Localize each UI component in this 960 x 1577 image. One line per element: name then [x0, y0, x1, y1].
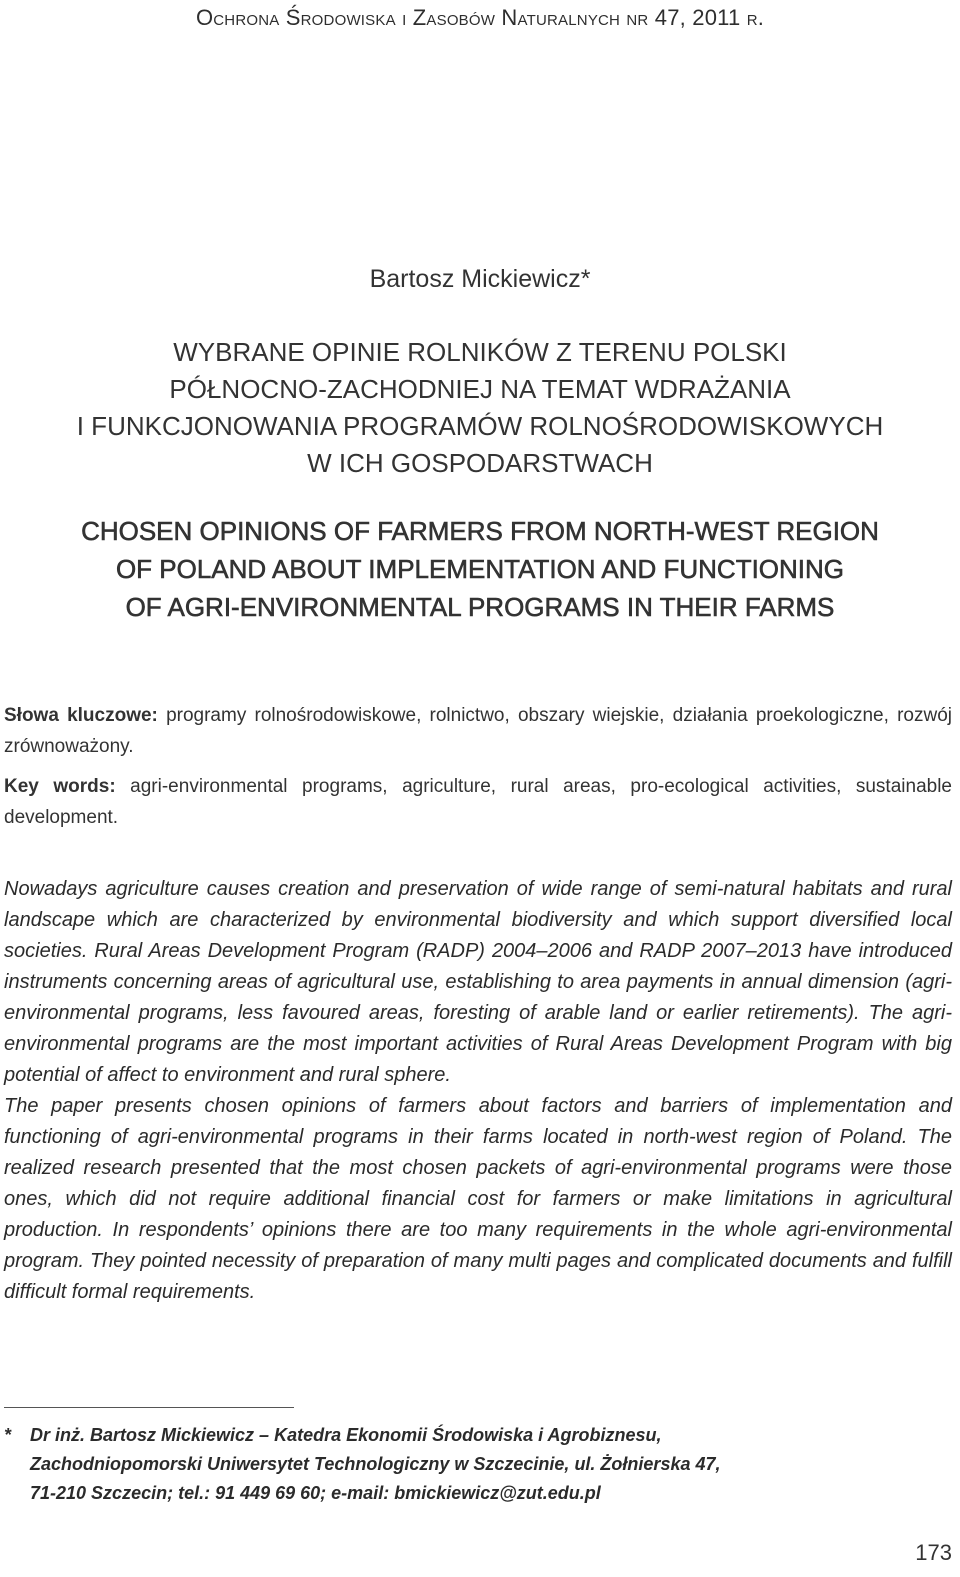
footnote-divider	[4, 1407, 294, 1408]
keywords-polish	[4, 700, 952, 762]
footnote-line: Zachodniopomorski Uniwersytet Technologiczny w Szczecinie, ul. Żołnierska 47,	[30, 1454, 721, 1474]
running-head: Ochrona Środowiska i Zasobów Naturalnych nr 47, 2011 r.	[195, 5, 765, 30]
page-number: 173	[915, 1540, 952, 1565]
keywords-english-label: Key words:	[4, 776, 116, 797]
abstract	[4, 874, 952, 1308]
title-polish-line: PÓŁNOCNO-ZACHODNIEJ NA TEMAT WDRAŻANIA	[169, 374, 791, 404]
author-footnote	[4, 1421, 944, 1508]
footnote-body	[30, 1421, 944, 1508]
abstract-paragraph: Nowadays agriculture causes creation and preservation of wide range of semi-natural habitats and rural landscape which are characterized by environmental biodiversity and which support diversified local societies. Rural Areas Development Program (RADP) 2004–2006 and RADP 2007–2013 have introduced instruments concerning areas of agricultural use, establishing to area payments in annual dimension (agri-environmental programs, less favoured areas, foresting of arable land or earlier retirements). The agri-environmental programs are the most important activities of Rural Areas Development Program with big potential of affect to environment and rural sphere.	[4, 878, 952, 1086]
keywords-polish-text: programy rolnośrodowiskowe, rolnictwo, obszary wiejskie, działania proekologiczne, rozwój zrównoważony.	[4, 705, 952, 757]
abstract-paragraph: The paper presents chosen opinions of farmers about factors and barriers of implementation and functioning of agri-environmental programs in their farms located in north-west region of Poland. The realized research presented that the most chosen packets of agri-environmental programs were those ones, which did not require additional financial cost for farmers or make limitations in agricultural production. In respondents’ opinions there are too many requirements in the whole agri-environmental program. They pointed necessity of preparation of many multi pages and complicated documents and fulfill difficult formal requirements.	[4, 1095, 952, 1303]
keywords-english	[4, 771, 952, 833]
title-polish	[0, 334, 960, 482]
title-english	[0, 512, 960, 626]
title-polish-line: W ICH GOSPODARSTWACH	[307, 448, 653, 478]
title-english-line: OF AGRI-ENVIRONMENTAL PROGRAMS IN THEIR FARMS	[125, 592, 835, 622]
title-english-line: OF POLAND ABOUT IMPLEMENTATION AND FUNCTIONING	[115, 554, 845, 584]
footnote-line: Dr inż. Bartosz Mickiewicz – Katedra Ekonomii Środowiska i Agrobiznesu,	[30, 1425, 662, 1445]
footnote-mark: *	[4, 1425, 12, 1445]
title-polish-line: WYBRANE OPINIE ROLNIKÓW Z TERENU POLSKI	[173, 337, 787, 367]
author-name: Bartosz Mickiewicz*	[369, 265, 591, 293]
footnote-line: 71-210 Szczecin; tel.: 91 449 69 60; e-mail: bmickiewicz@zut.edu.pl	[30, 1483, 601, 1503]
title-polish-line: I FUNKCJONOWANIA PROGRAMÓW ROLNOŚRODOWISKOWYCH	[76, 411, 884, 441]
title-english-line: CHOSEN OPINIONS OF FARMERS FROM NORTH-WEST REGION	[81, 516, 879, 546]
keywords-english-text: agri-environmental programs, agriculture, rural areas, pro-ecological activities, sustainable development.	[4, 776, 952, 828]
keywords-polish-label: Słowa kluczowe:	[4, 705, 158, 726]
